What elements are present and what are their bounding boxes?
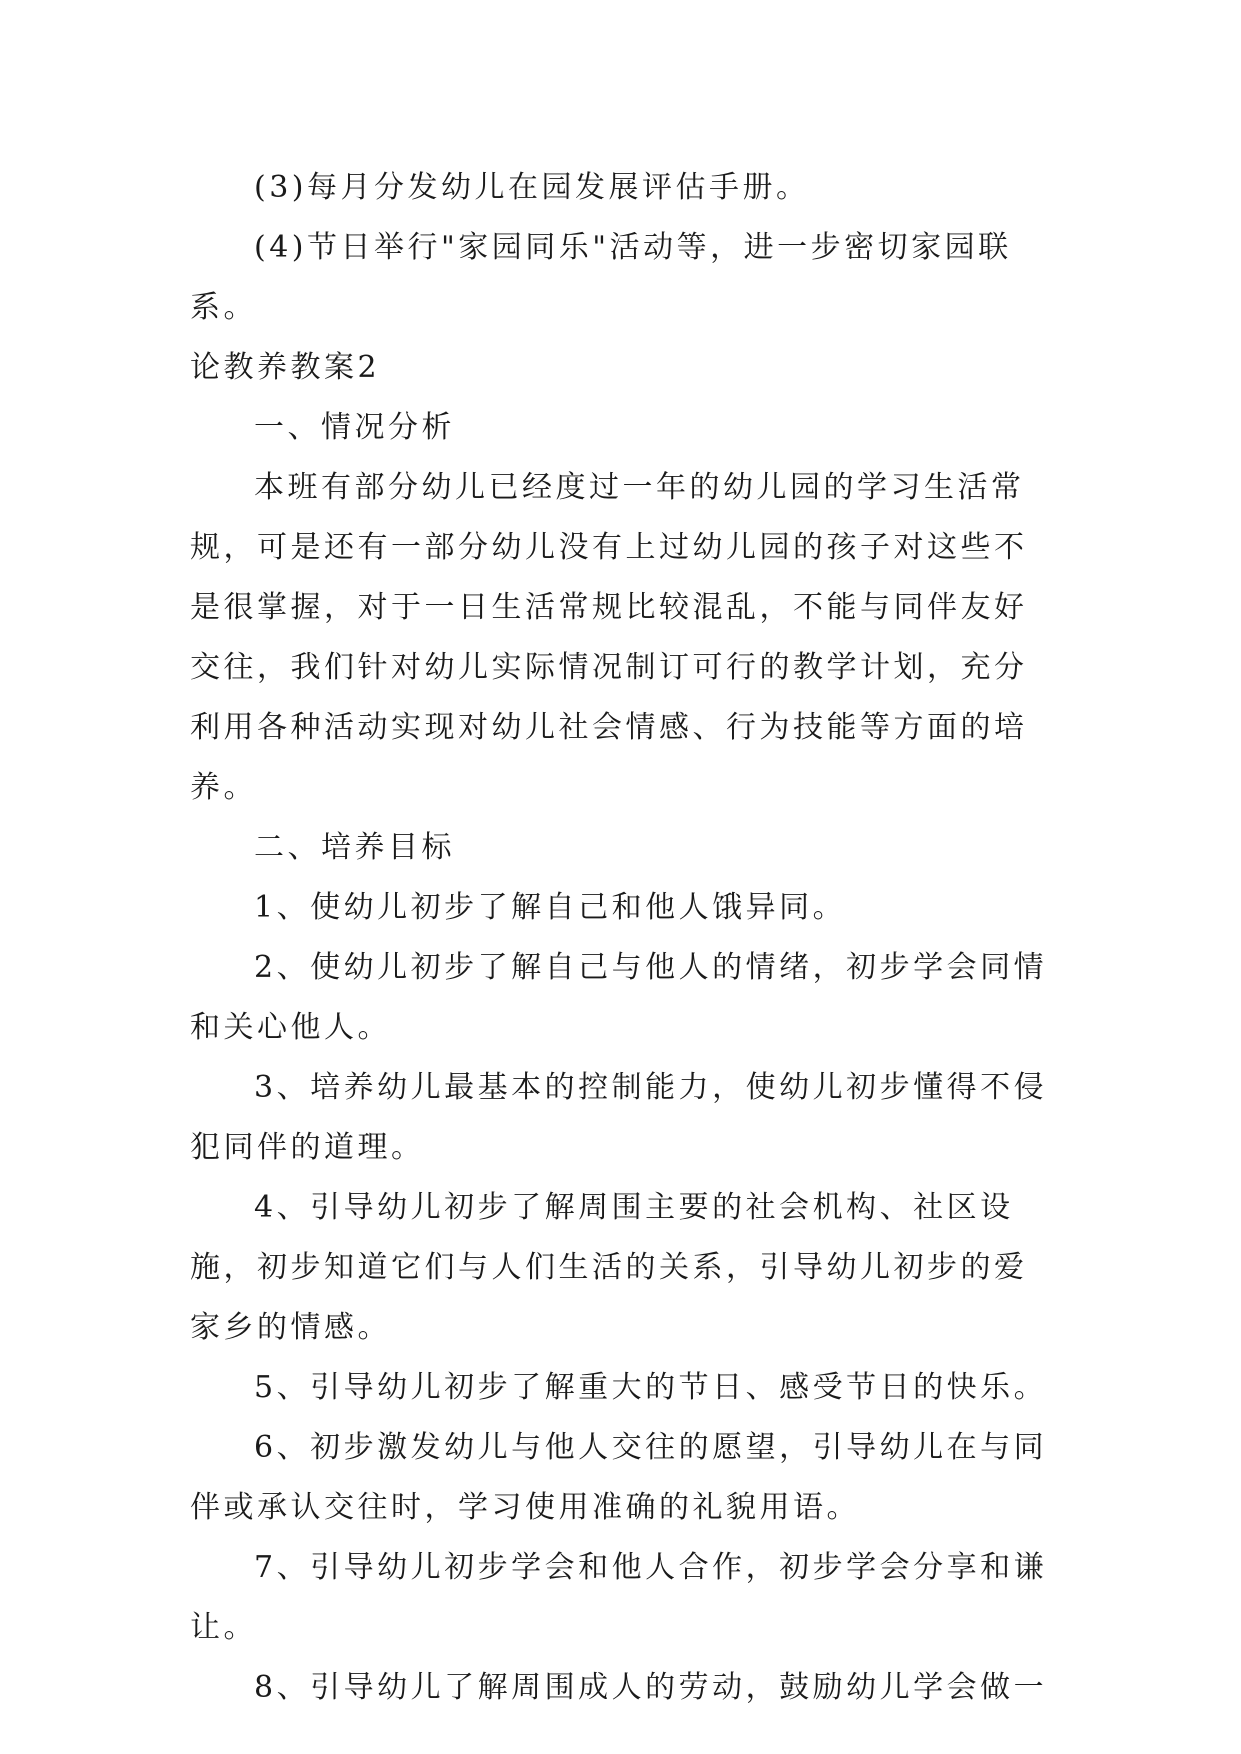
paragraph-situation-body: 本班有部分幼儿已经度过一年的幼儿园的学习生活常规，可是还有一部分幼儿没有上过幼儿园的孩子对这些不是很掌握，对于一日生活常规比较混乱，不能与同伴友好交往，我们针对幼儿实际情况制订可行的教学计划，充分利用各种活动实现对幼儿社会情感、行为技能等方面的培养。 [190, 470, 1028, 805]
paragraph-item-3: (3)每月分发幼儿在园发展评估手册。 [254, 170, 810, 205]
goal-item-7: 7、引导幼儿初步学会和他人合作，初步学会分享和谦让。 [190, 1550, 1048, 1645]
goal-item-6: 6、初步激发幼儿与他人交往的愿望，引导幼儿在与同伴或承认交往时，学习使用准确的礼貌用语。 [190, 1430, 1048, 1525]
paragraph-item-4: (4)节日举行"家园同乐"活动等，进一步密切家园联系。 [190, 230, 1012, 325]
goal-item-1: 1、使幼儿初步了解自己和他人饿异同。 [254, 890, 847, 925]
section-title: 论教养教案2 [190, 350, 381, 385]
heading-training-goals: 二、培养目标 [254, 830, 455, 865]
document-body [190, 158, 1050, 1718]
goal-item-8: 8、引导幼儿了解周围成人的劳动，鼓励幼儿学会做一 [254, 1670, 1048, 1705]
goal-item-5: 5、引导幼儿初步了解重大的节日、感受节日的快乐。 [254, 1370, 1048, 1405]
goal-item-3: 3、培养幼儿最基本的控制能力，使幼儿初步懂得不侵犯同伴的道理。 [190, 1070, 1048, 1165]
heading-situation-analysis: 一、情况分析 [254, 410, 455, 445]
goal-item-2: 2、使幼儿初步了解自己与他人的情绪，初步学会同情和关心他人。 [190, 950, 1048, 1045]
goal-item-4: 4、引导幼儿初步了解周围主要的社会机构、社区设施，初步知道它们与人们生活的关系，引导幼儿初步的爱家乡的情感。 [190, 1190, 1028, 1345]
